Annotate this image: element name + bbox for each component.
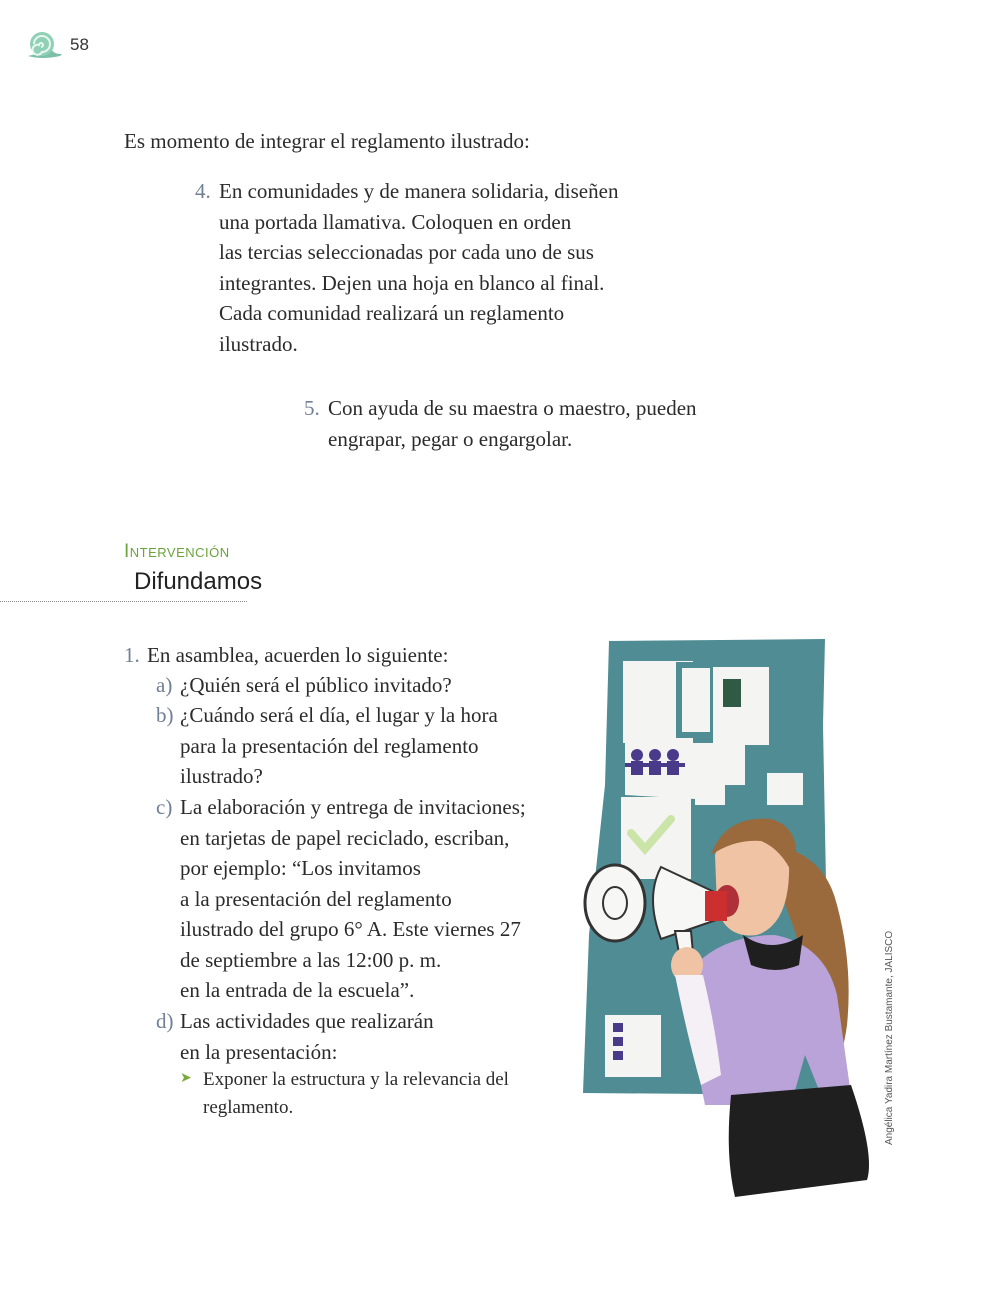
item1b-line: para la presentación del reglamento xyxy=(180,733,479,758)
item1c-text xyxy=(180,792,526,1006)
item1c-line: a la presentación del reglamento xyxy=(180,886,452,911)
item1c-line: en tarjetas de papel reciclado, escriban, xyxy=(180,825,510,850)
step5-number: 5. xyxy=(304,396,320,420)
item1c-line: La elaboración y entrega de invitaciones; xyxy=(180,795,526,819)
step4-line: integrantes. Dejen una hoja en blanco al final. xyxy=(219,270,605,295)
item1c-line: ilustrado del grupo 6° A. Este viernes 27 xyxy=(180,917,521,941)
item1b-line: ¿Cuándo será el día, el lugar y la hora xyxy=(180,703,498,727)
intro-text: Es momento de integrar el reglamento ilustrado: xyxy=(124,129,530,153)
paper-grid xyxy=(679,665,713,735)
item1b-text xyxy=(180,700,498,792)
section-title: Difundamos xyxy=(134,568,263,595)
page-number: 58 xyxy=(70,35,89,54)
item1b-letter: b) xyxy=(156,703,174,727)
item1c-line: en la entrada de la escuela”. xyxy=(180,978,415,1002)
item1c-line: de septiembre a las 12:00 p. m. xyxy=(180,947,442,972)
item1d-letter: d) xyxy=(156,1009,174,1033)
item1-number: 1. xyxy=(124,643,140,667)
snail-icon xyxy=(26,30,64,60)
step5-line: Con ayuda de su maestra o maestro, pueden xyxy=(328,396,697,420)
step4-number: 4. xyxy=(195,179,211,203)
illustration-credit: Angélica Yadira Martínez Bustamante, JALISCO xyxy=(884,930,895,1145)
step5-line: engrapar, pegar o engargolar. xyxy=(328,426,573,451)
step4-line: las tercias seleccionadas por cada uno de sus xyxy=(219,240,594,264)
item1a-line: ¿Quién será el público invitado? xyxy=(180,673,452,697)
step5-text xyxy=(328,393,697,454)
people-figures-icon xyxy=(625,749,685,775)
item1d-line: en la presentación: xyxy=(180,1039,338,1064)
bullet-line: Exponer la estructura y la relevancia del xyxy=(203,1069,509,1090)
item1a-letter: a) xyxy=(156,673,173,697)
item1d-text xyxy=(180,1006,434,1067)
paper-small-right xyxy=(767,773,803,805)
skirt xyxy=(729,1085,869,1197)
section-divider xyxy=(0,601,247,602)
item1d-line: Las actividades que realizarán xyxy=(180,1009,434,1033)
step4-line: En comunidades y de manera solidaria, diseñen xyxy=(219,179,619,203)
step4-line: ilustrado. xyxy=(219,331,298,356)
bullet-line: reglamento. xyxy=(203,1097,294,1118)
step4-line: Cada comunidad realizará un reglamento xyxy=(219,301,565,325)
step4-line: una portada llamativa. Coloquen en orden xyxy=(219,209,572,234)
item1c-letter: c) xyxy=(156,795,173,819)
arrow-bullet-icon: ➤ xyxy=(180,1071,192,1086)
item1b-line: ilustrado? xyxy=(180,764,263,788)
step4-text xyxy=(219,176,618,359)
paper-green-mark xyxy=(723,679,741,707)
bullet-text xyxy=(203,1066,509,1122)
item1c-line: por ejemplo: “Los invitamos xyxy=(180,856,421,880)
section-label: Intervención xyxy=(124,541,230,562)
item1-text: En asamblea, acuerden lo siguiente: xyxy=(147,643,449,667)
item1a-text xyxy=(180,670,452,701)
girl-megaphone-illustration xyxy=(575,635,875,1200)
